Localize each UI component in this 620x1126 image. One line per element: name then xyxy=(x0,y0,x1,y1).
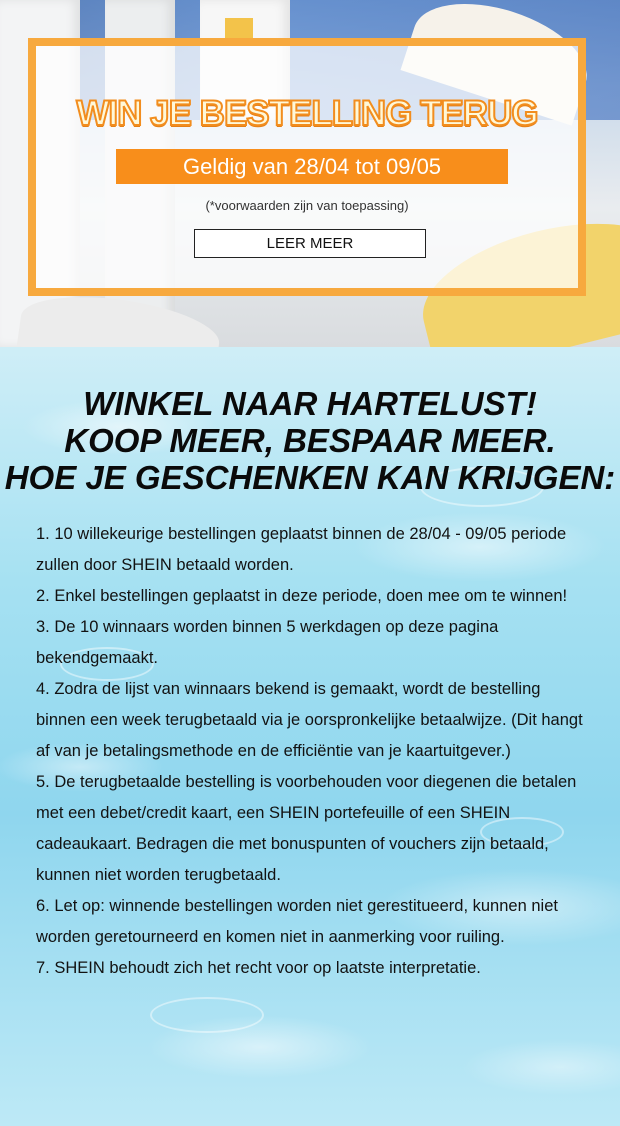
rule-item: 1. 10 willekeurige bestellingen geplaatst binnen de 28/04 - 09/05 periode zullen door SHEIN betaald worden. xyxy=(36,525,567,574)
promo-title: WIN JE BESTELLING TERUG xyxy=(76,94,538,133)
promo-frame xyxy=(28,38,586,296)
rule-item: 6. Let op: winnende bestellingen worden niet gerestitueerd, kunnen niet worden geretourneerd en komen niet in aanmerking voor ruiling. xyxy=(36,897,558,946)
hero-banner xyxy=(0,0,620,347)
heading-line: HOE JE GESCHENKEN KAN KRIJGEN: xyxy=(4,459,616,496)
rule-item: 4. Zodra de lijst van winnaars bekend is gemaakt, wordt de bestelling binnen een week terugbetaald via je oorspronkelijke betaalwijze. (Dit hangt af van je betalingsmethode en de efficiëntie van je kaartuitgever.) xyxy=(36,680,583,760)
terms-note: (*voorwaarden zijn van toepassing) xyxy=(205,198,409,213)
water-ripple xyxy=(150,997,264,1033)
rules-list xyxy=(36,519,588,984)
rule-item: 2. Enkel bestellingen geplaatst in deze periode, doen mee om te winnen! xyxy=(36,587,568,605)
rule-item: 5. De terugbetaalde bestelling is voorbehouden voor diegenen die betalen met een debet/credit kaart, een SHEIN portefeuille of een SHEIN cadeaukaart. Bedragen die met bonuspunten of vouchers zijn betaald, kunnen niet worden terugbetaald. xyxy=(36,773,577,884)
hero-decoration xyxy=(225,18,253,40)
rule-item: 3. De 10 winnaars worden binnen 5 werkdagen op deze pagina bekendgemaakt. xyxy=(36,618,499,667)
rules-heading xyxy=(0,385,620,496)
rule-item: 7. SHEIN behoudt zich het recht voor op laatste interpretatie. xyxy=(36,959,481,977)
validity-bar: Geldig van 28/04 tot 09/05 xyxy=(116,149,508,184)
heading-line: WINKEL NAAR HARTELUST! xyxy=(83,385,537,422)
rules-section xyxy=(0,347,620,1126)
learn-more-button[interactable]: LEER MEER xyxy=(194,229,426,258)
heading-line: KOOP MEER, BESPAAR MEER. xyxy=(64,422,556,459)
